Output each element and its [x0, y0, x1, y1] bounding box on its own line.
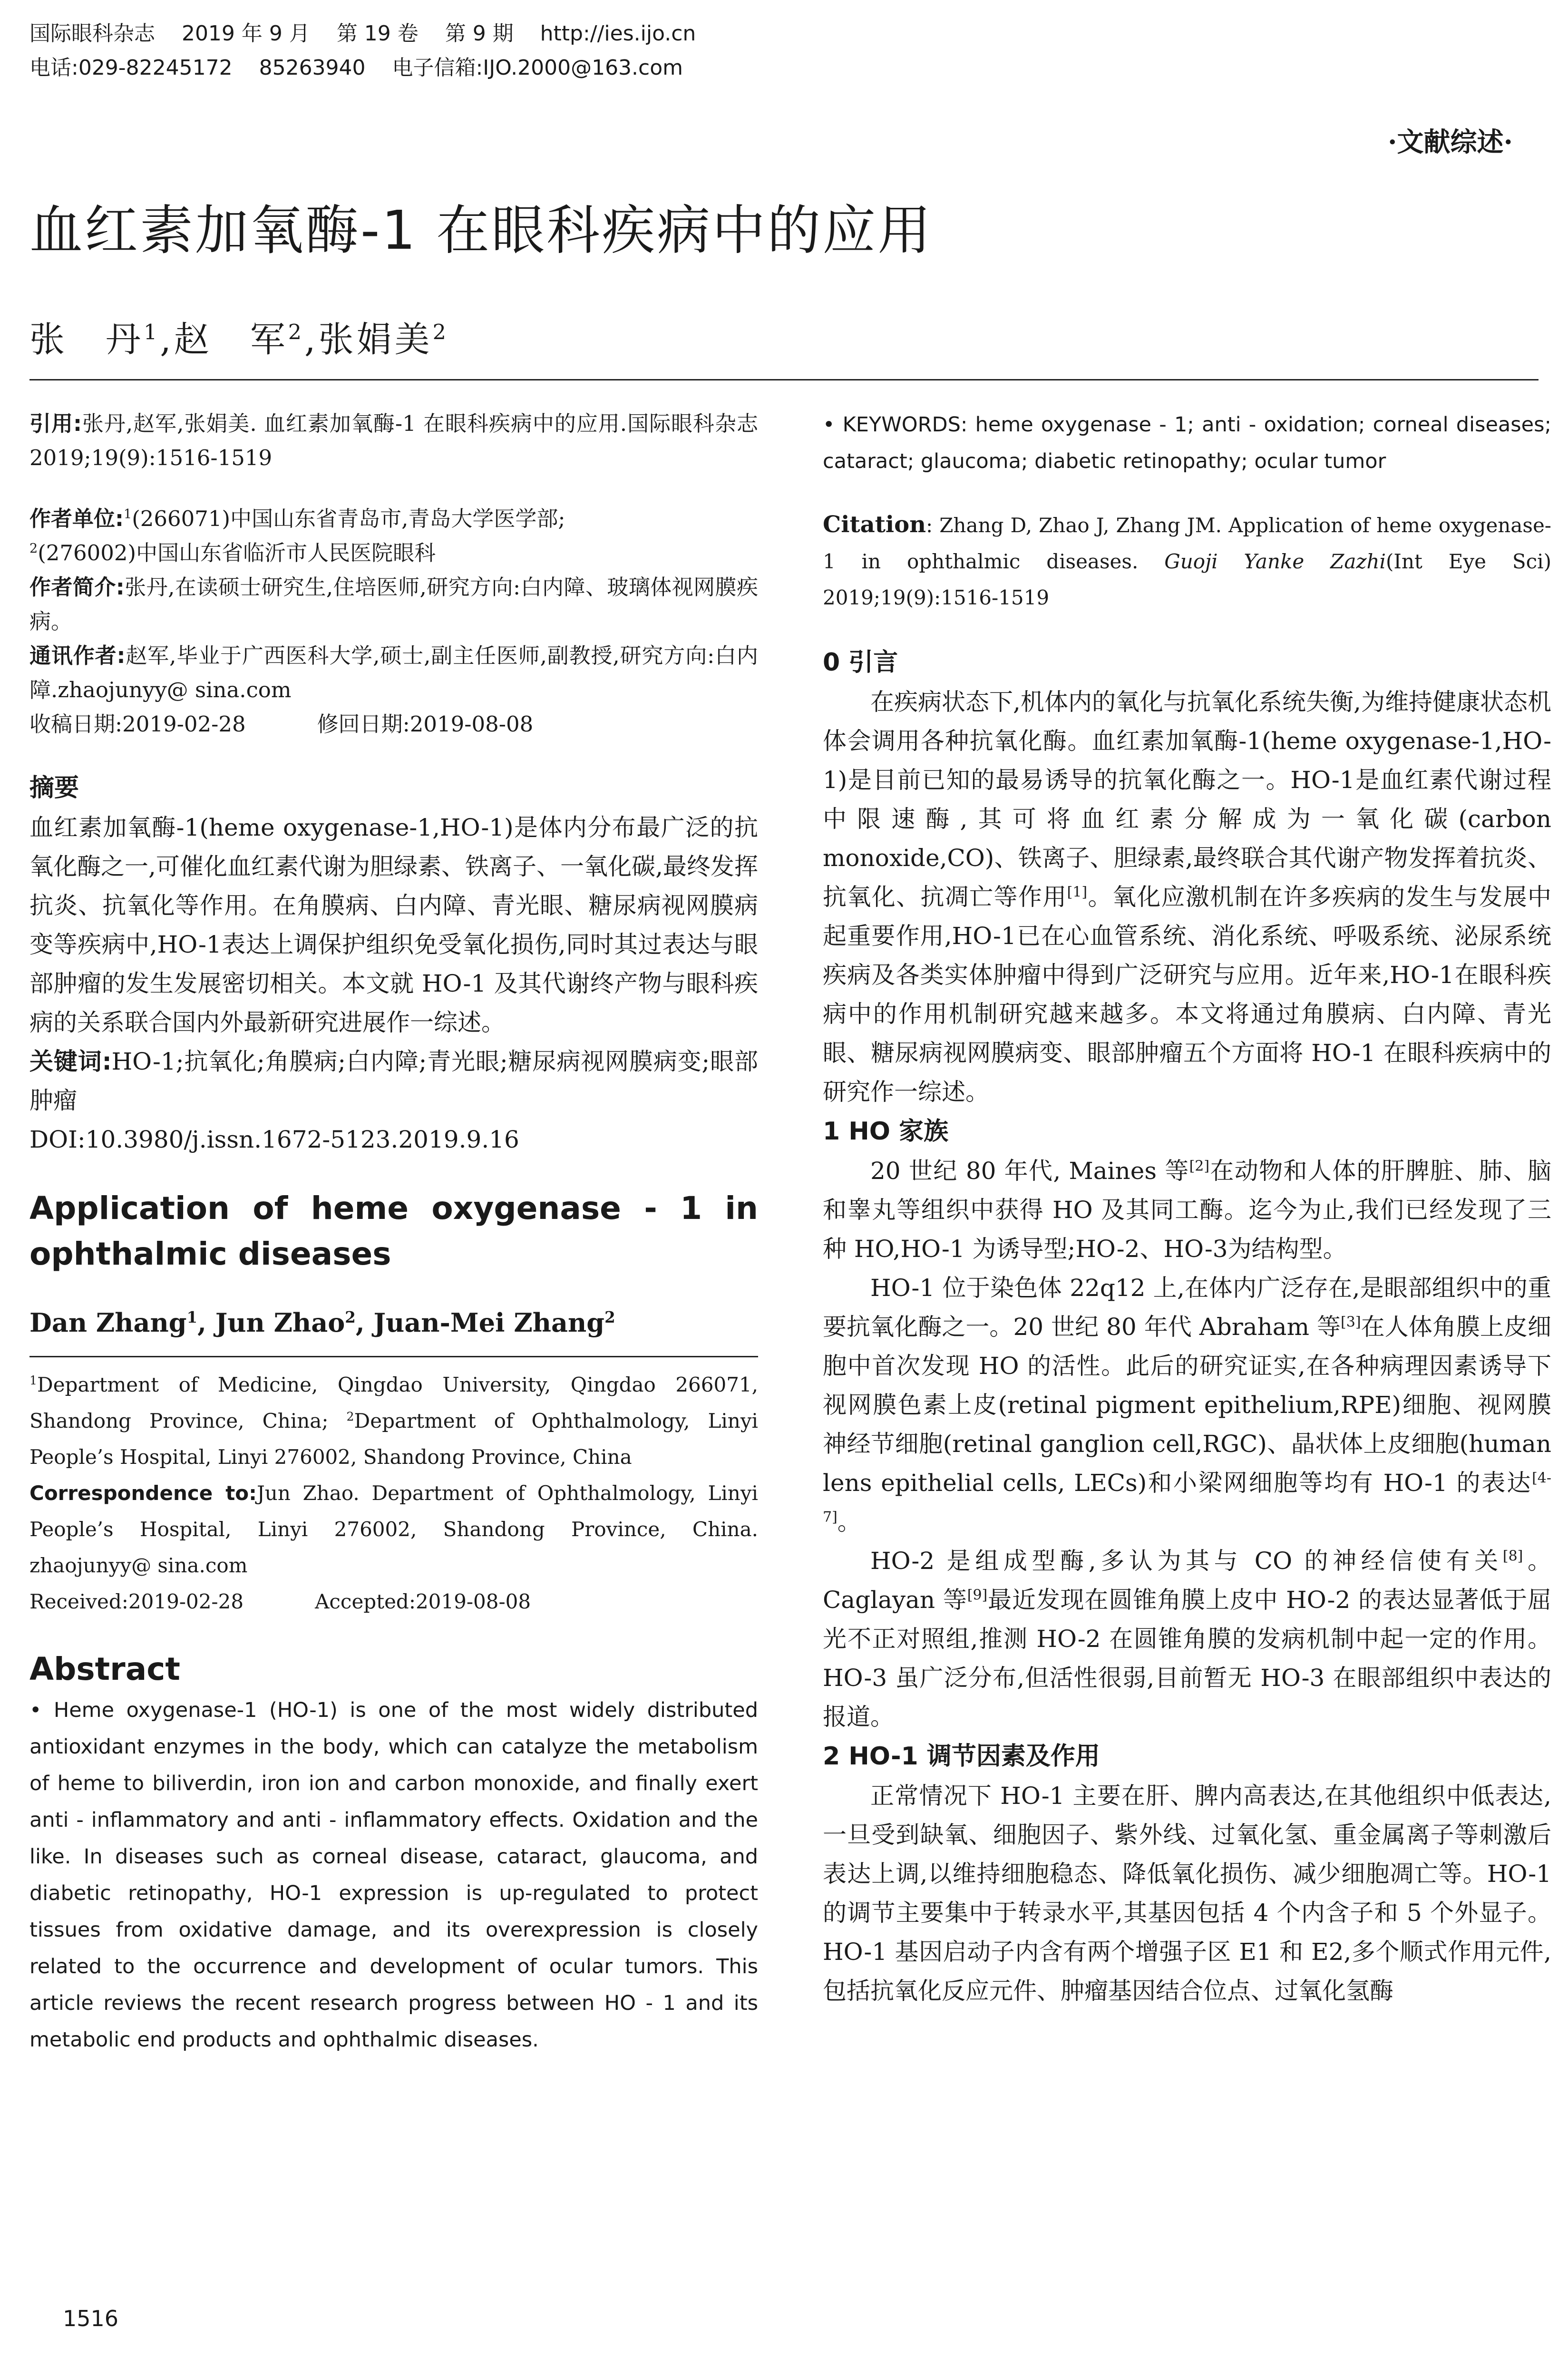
affil-mark: 1 [124, 507, 132, 522]
section-1-paragraph-3 [823, 1541, 1551, 1736]
affil-mark: 2 [29, 541, 38, 556]
received-date: 收稿日期:2019-02-28 [29, 711, 246, 737]
corresponding-author [29, 639, 758, 707]
paragraph-text: 。 [837, 1508, 861, 1536]
right-column [823, 407, 1551, 2010]
affil-mark: 1 [29, 1374, 38, 1387]
reference-mark: [4-7] [823, 1470, 1551, 1526]
journal-header-line-2: 电话:029-82245172 85263940 电子信箱:IJO.2000@163.com [29, 56, 683, 80]
citation-text: 张丹,赵军,张娟美. 血红素加氧酶-1 在眼科疾病中的应用.国际眼科杂志 2019;19(9):1516-1519 [29, 411, 758, 470]
english-title: Application of heme oxygenase - 1 in ophthalmic diseases [29, 1190, 758, 1272]
english-affiliations [29, 1367, 758, 1475]
paragraph-text: 。氧化应激机制在许多疾病的发生与发展中起重要作用,HO-1已在心血管系统、消化系统、呼吸系统、泌尿系统疾病及各类实体肿瘤中得到广泛研究与应用。近年来,HO-1在眼科疾病中的作用机制研究越来越多。本文将通过角膜病、白内障、青光眼、糖尿病视网膜病变、眼部肿瘤五个方面将 HO-1 在眼科疾病中的研究作一综述。 [823, 883, 1552, 1106]
affil-mark: 2 [346, 1410, 354, 1423]
citation-cn [29, 407, 758, 475]
citation-volume: 2019;19(9):1516-1519 [823, 586, 1050, 609]
author-affil-mark: 1 [186, 1308, 198, 1326]
author-name: , Juan-Mei Zhang [355, 1307, 605, 1338]
paragraph-text: HO-1 位于染色体 22q12 上,在体内广泛存在,是眼部组织中的重要抗氧化酶之一。20 世纪 80 年代 Abraham 等 [823, 1274, 1551, 1341]
affiliation-text: Department of Medicine, Qingdao University, Qingdao 266071, Shandong Province, China; [29, 1373, 758, 1432]
citation-label: 引用: [29, 411, 82, 436]
author-affil-mark: 1 [144, 320, 160, 345]
author-name: ,赵 军 [160, 319, 288, 360]
author-affil-mark: 2 [288, 320, 305, 345]
citation-label-en: Citation [823, 511, 926, 538]
keywords-label: 关键词: [29, 1048, 112, 1075]
page-number: 1516 [63, 2306, 119, 2331]
citation-journal-en: (Int Eye Sci) [1385, 550, 1551, 573]
reference-mark: [9] [967, 1587, 988, 1604]
paragraph-text: HO-2 是组成型酶,多认为其与 CO 的神经信使有关 [870, 1547, 1503, 1575]
author-affil-mark: 2 [604, 1308, 615, 1326]
author-name: ,张娟美 [304, 319, 433, 360]
bio-label: 作者简介: [29, 575, 125, 600]
section-1-heading: 1 HO 家族 [823, 1117, 949, 1146]
citation-journal: Guoji Yanke Zazhi [1164, 550, 1386, 573]
reference-mark: [2] [1189, 1158, 1210, 1175]
author-affil-mark: 2 [345, 1308, 356, 1326]
section-2-heading: 2 HO-1 调节因素及作用 [823, 1742, 1100, 1771]
citation-en [823, 507, 1551, 616]
author-name: Dan Zhang [29, 1307, 187, 1338]
keywords-text: HO-1;抗氧化;角膜病;白内障;青光眼;糖尿病视网膜病变;眼部肿瘤 [29, 1048, 758, 1114]
paragraph-text: 在疾病状态下,机体内的氧化与抗氧化系统失衡,为维持健康状态机体会调用各种抗氧化酶。血红素加氧酶-1(heme oxygenase-1,HO-1)是目前已知的最易诱导的抗氧化酶之一。HO-1是血红素代谢过程中限速酶,其可将血红素分解成为一氧化碳(carbon monoxide,CO)、铁离子、胆绿素,最终联合其代谢产物发挥着抗炎、抗氧化、抗凋亡等作用 [823, 688, 1551, 911]
paragraph-text: 20 世纪 80 年代, Maines 等 [870, 1157, 1189, 1185]
affiliation-text: (266071)中国山东省青岛市,青岛大学医学部; [132, 506, 565, 531]
doi: DOI:10.3980/j.issn.1672-5123.2019.9.16 [29, 1126, 519, 1153]
correspondence-text: Jun Zhao. Department of Ophthalmology, Linyi People’s Hospital, Linyi 276002, Shandong Province, China. zhaojunyy@ sina.com [29, 1481, 758, 1577]
section-2-paragraph: 正常情况下 HO-1 主要在肝、脾内高表达,在其他组织中低表达,一旦受到缺氧、细胞因子、紫外线、过氧化氢、重金属离子等刺激后表达上调,以维持细胞稳态、降低氧化损伤、减少细胞凋亡等。HO-1 的调节主要集中于转录水平,其基因包括 4 个内含子和 5 个外显子。HO-1 基因启动子内含有两个增强子区 E1 和 E2,多个顺式作用元件,包括抗氧化反应元件、肿瘤基因结合位点、过氧化氢酶 [823, 1782, 1551, 2005]
left-column [29, 407, 758, 2058]
corresponding-text: 赵军,毕业于广西医科大学,硕士,副主任医师,副教授,研究方向:白内障.zhaojunyy@ sina.com [29, 643, 759, 702]
paragraph-text: 最近发现在圆锥角膜上皮中 HO-2 的表达显著低于屈光不正对照组,推测 HO-2 在圆锥角膜的发病机制中起一定的作用。HO-3 虽广泛分布,但活性很弱,目前暂无 HO-3 在眼部组织中表达的报道。 [823, 1586, 1552, 1731]
english-dates [29, 1584, 758, 1620]
paragraph-text: 在人体角膜上皮细胞中首次发现 HO 的活性。此后的研究证实,在各种病理因素诱导下视网膜色素上皮(retinal pigment epithelium,RPE)细胞、视网膜神经节细胞(retinal ganglion cell,RGC)、晶状体上皮细胞(human lens epithelial cells, LECs)和小梁网细胞等均有 HO-1 的表达 [823, 1313, 1552, 1497]
abstract-text-cn: 血红素加氧酶-1(heme oxygenase-1,HO-1)是体内分布最广泛的抗氧化酶之一,可催化血红素代谢为胆绿素、铁离子、一氧化碳,最终发挥抗炎、抗氧化等作用。在角膜病、白内障、青光眼、糖尿病视网膜病变等疾病中,HO-1表达上调保护组织免受氧化损伤,同时其过表达与眼部肿瘤的发生发展密切相关。本文就 HO-1 及其代谢终产物与眼科疾病的关系联合国内外最新研究进展作一综述。 [29, 814, 758, 1036]
received-date-en: Received:2019-02-28 [29, 1590, 244, 1613]
section-1-paragraph-1 [823, 1151, 1551, 1268]
section-1-paragraph-2 [823, 1268, 1551, 1541]
abstract-heading-cn: 摘要 [29, 774, 79, 802]
english-correspondence [29, 1475, 758, 1584]
reference-mark: [8] [1502, 1548, 1523, 1565]
english-authors-divider [29, 1356, 758, 1357]
accepted-date-en: Accepted:2019-08-08 [315, 1590, 531, 1613]
article-title: 血红素加氧酶-1 在眼科疾病中的应用 [29, 200, 933, 262]
keywords-cn [29, 1042, 758, 1120]
english-authors [29, 1304, 758, 1342]
author-bio [29, 570, 758, 639]
paragraph-text: 在动物和人体的肝脾脏、肺、脑和睾丸等组织中获得 HO 及其同工酶。迄今为止,我们已经发现了三种 HO,HO-1 为诱导型;HO-2、HO-3为结构型。 [823, 1157, 1551, 1263]
author-affil-mark: 2 [432, 320, 449, 345]
citation-text-en: : Zhang D, Zhao J, Zhang JM. Application of heme oxygenase-1 in ophthalmic diseases. [823, 514, 1551, 573]
affiliation-text: Department of Ophthalmology, Linyi People’s Hospital, Linyi 276002, Shandong Province, China [29, 1409, 758, 1469]
dates-cn [29, 707, 758, 741]
reference-mark: [3] [1341, 1314, 1361, 1331]
affiliation-label: 作者单位: [29, 506, 124, 531]
author-list [29, 312, 449, 362]
affiliation-cn [29, 502, 758, 570]
reference-mark: [1] [1067, 884, 1088, 901]
title-divider [29, 379, 1539, 380]
bio-text: 张丹,在读硕士研究生,住培医师,研究方向:白内障、玻璃体视网膜疾病。 [29, 575, 758, 634]
corresponding-label: 通讯作者: [29, 643, 126, 668]
section-0-heading: 0 引言 [823, 648, 898, 677]
abstract-heading-en: Abstract [29, 1651, 180, 1687]
section-tag: ·文献综述· [1388, 127, 1513, 158]
author-name: 张 丹 [29, 319, 144, 360]
keywords-en: • KEYWORDS: heme oxygenase - 1; anti - oxidation; corneal diseases; cataract; glaucoma; diabetic retinopathy; ocular tumor [823, 413, 1551, 473]
abstract-text-en: • Heme oxygenase-1 (HO-1) is one of the most widely distributed antioxidant enzymes in the body, which can catalyze the metabolism of heme to biliverdin, iron ion and carbon monoxide, and finally exert anti - inflammatory and anti - inflammatory effects. Oxidation and the like. In diseases such as corneal disease, cataract, glaucoma, and diabetic retinopathy, HO-1 expression is up-regulated to protect tissues from oxidative damage, and its overexpression is closely related to the occurrence and development of ocular tumors. This article reviews the recent research progress between HO - 1 and its metabolic end products and ophthalmic diseases. [29, 1698, 758, 2052]
revised-date: 修回日期:2019-08-08 [317, 711, 534, 737]
paragraph-text: 。Caglayan 等 [823, 1547, 1551, 1614]
section-0-paragraph [823, 682, 1551, 1111]
journal-header-line-1: 国际眼科杂志 2019 年 9 月 第 19 卷 第 9 期 http://ies.ijo.cn [29, 21, 696, 46]
author-name: , Jun Zhao [197, 1307, 345, 1338]
affiliation-text: (276002)中国山东省临沂市人民医院眼科 [38, 540, 436, 565]
correspondence-label: Correspondence to: [29, 1481, 257, 1505]
